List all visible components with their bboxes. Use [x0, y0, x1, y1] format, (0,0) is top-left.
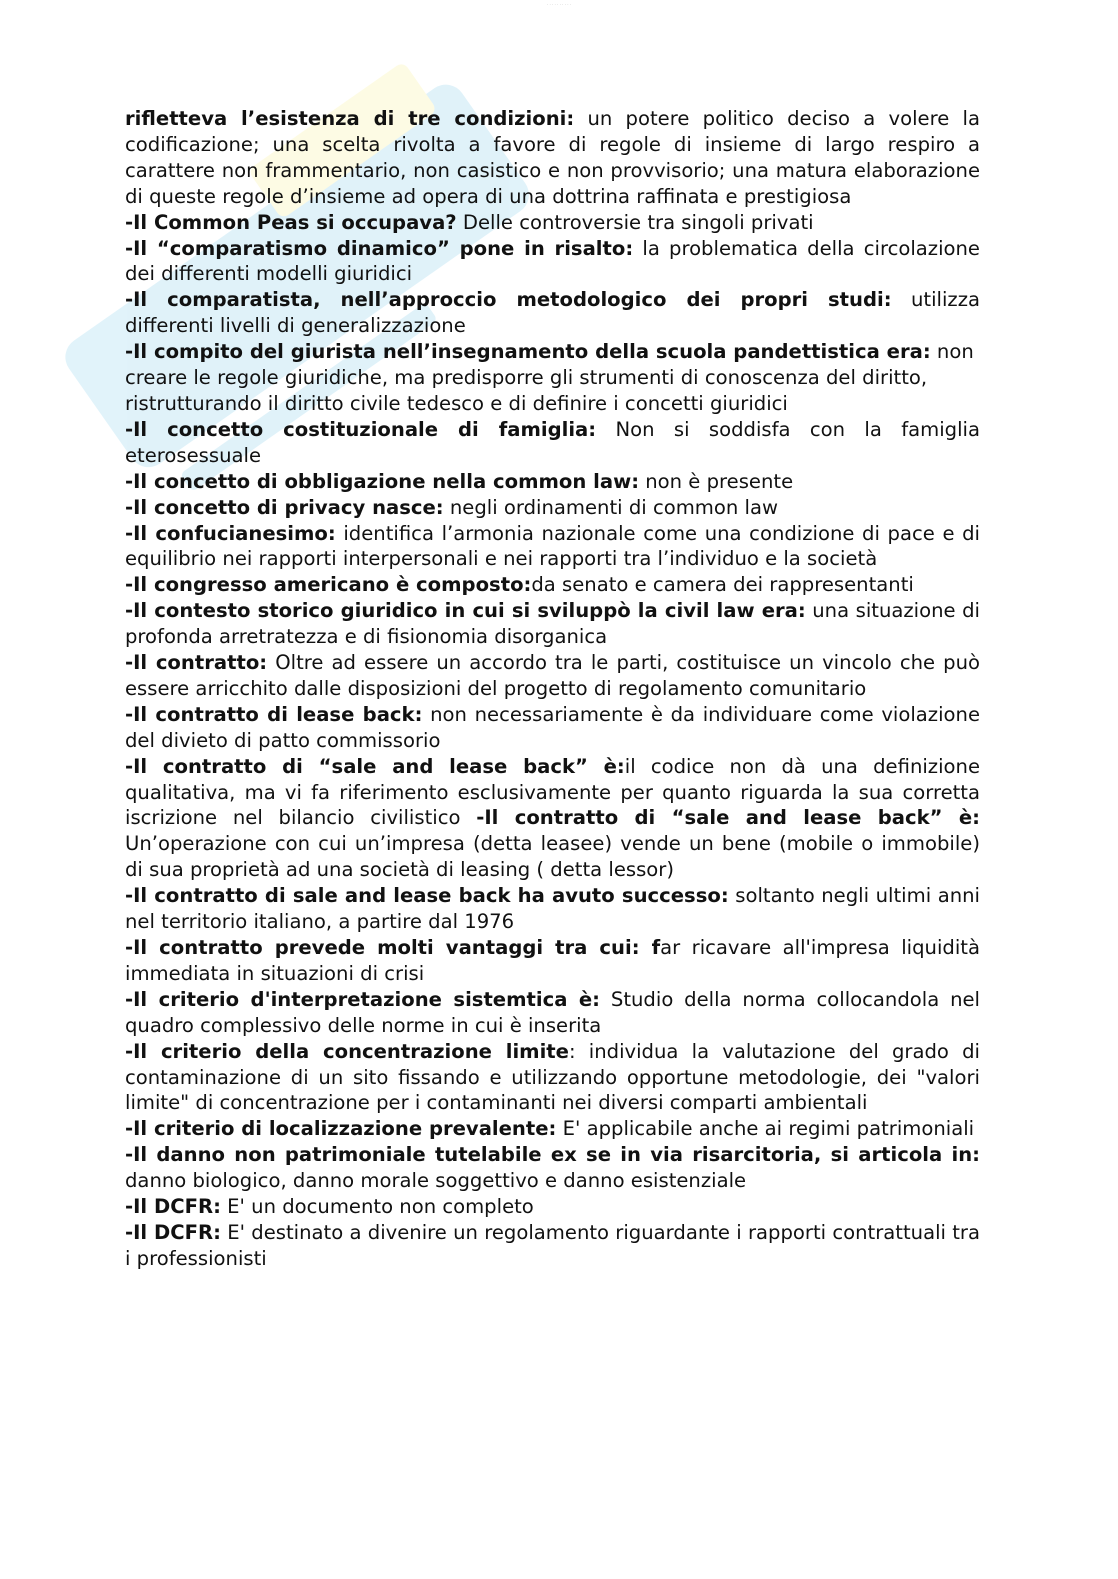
qa-entry: [125, 572, 980, 598]
qa-entry: [125, 417, 980, 469]
qa-entry: [125, 106, 980, 210]
question: -Il “comparatismo dinamico” pone in risalto:: [125, 236, 634, 260]
answer: E' destinato a divenire un regolamento riguardante i rapporti contrattuali tra i professionisti: [125, 1220, 980, 1270]
question: -Il concetto di obbligazione nella common law:: [125, 469, 640, 493]
qa-entry: [125, 1039, 980, 1117]
question: -Il criterio di localizzazione prevalente:: [125, 1117, 557, 1141]
question: -Il comparatista, nell’approccio metodologico dei propri studi:: [125, 288, 892, 312]
qa-entry: [125, 495, 980, 521]
answer: Delle controversie tra singoli privati: [456, 210, 814, 234]
qa-entry: [125, 754, 980, 884]
question: -Il contratto di sale and lease back ha avuto successo:: [125, 884, 729, 908]
question: -Il confucianesimo:: [125, 521, 336, 545]
answer: soltanto negli ultimi anni nel territorio italiano, a partire dal 1976: [125, 884, 980, 934]
question: -Il concetto costituzionale di famiglia:: [125, 417, 597, 441]
question: -Il contratto di lease back:: [125, 702, 423, 726]
answer: non necessariamente è da individuare come violazione del divieto di patto commissorio: [125, 702, 981, 752]
question: -Il criterio della concentrazione limite: [125, 1039, 569, 1063]
question: -Il danno non patrimoniale tutelabile ex se in via risarcitoria, si articola in:: [125, 1143, 980, 1167]
question: -Il compito del giurista nell’insegnamento della scuola pandettistica era:: [125, 340, 931, 364]
question: -Il contesto storico giuridico in cui si sviluppò la civil law era:: [125, 599, 806, 623]
qa-entry: [125, 1142, 980, 1194]
question: -Il concetto di privacy nasce:: [125, 495, 444, 519]
question: -Il criterio d'interpretazione sistemtica è:: [125, 987, 601, 1011]
answer: Un’operazione con cui un’impresa (detta leasee) vende un bene (mobile o immobile) di sua proprietà ad una società di leasing ( detta lessor): [125, 832, 980, 882]
qa-entry: [125, 1116, 980, 1142]
qa-entry: [125, 987, 980, 1039]
qa-entry: [125, 1220, 980, 1272]
qa-entry: [125, 650, 980, 702]
answer: non creare le regole giuridiche, ma predisporre gli strumenti di conoscenza del diritto, ristrutturando il diritto civile tedesco e di definire i concetti giuridici: [125, 340, 974, 415]
answer: Studio della norma collocandola nel quadro complessivo delle norme in cui è inserita: [125, 987, 980, 1037]
qa-entry: [125, 521, 980, 573]
question: -Il contratto:: [125, 651, 268, 675]
answer: una situazione di profonda arretratezza e di fisionomia disorganica: [125, 599, 980, 649]
answer: E' applicabile anche ai regimi patrimoniali: [556, 1117, 975, 1141]
answer: un potere politico deciso a volere la codificazione; una scelta rivolta a favore di regole di insieme di largo respiro a carattere non frammentario, non casistico e non provvisorio; una matura elaborazione di queste regole d’insieme ad opera di una dottrina raffinata e prestigiosa: [125, 107, 980, 208]
qa-entry: [125, 339, 980, 417]
qa-entry: [125, 236, 980, 288]
answer: la problematica della circolazione dei differenti modelli giuridici: [125, 236, 980, 286]
qa-entry: [125, 702, 980, 754]
answer: danno biologico, danno morale soggettivo e danno esistenziale: [125, 1169, 747, 1193]
qa-entry: [125, 598, 980, 650]
answer: E' un documento non completo: [220, 1195, 534, 1219]
answer: Non si soddisfa con la famiglia eterosessuale: [125, 417, 980, 467]
answer: il codice non dà una definizione qualitativa, ma vi fa riferimento esclusivamente per quanto riguarda la sua corretta iscrizione nel bilancio civilistico: [125, 754, 980, 830]
answer: da senato e camera dei rappresentanti: [531, 573, 914, 597]
question: -Il DCFR:: [125, 1195, 221, 1219]
answer: Oltre ad essere un accordo tra le parti, costituisce un vincolo che può essere arricchito dalle disposizioni del progetto di regolamento comunitario: [125, 651, 980, 700]
question: -Il contratto di “sale and lease back” è:: [476, 806, 980, 830]
question: -Il contratto prevede molti vantaggi tra cui: f: [125, 936, 661, 959]
answer: negli ordinamenti di common law: [443, 495, 778, 519]
qa-entry: [125, 1194, 980, 1220]
question: -Il contratto di “sale and lease back” è:: [125, 754, 625, 778]
answer: ar ricavare all'impresa liquidità immediata in situazioni di crisi: [125, 936, 980, 985]
answer: : individua la valutazione del grado di contaminazione di un sito fissando e utilizzando opportune metodologie, dei "valori limite" di concentrazione per i contaminanti nei diversi comparti ambientali: [125, 1039, 980, 1115]
qa-entry: [125, 883, 980, 935]
question: -Il DCFR:: [125, 1220, 221, 1244]
answer: non è presente: [639, 469, 794, 493]
answer: utilizza differenti livelli di generalizzazione: [125, 288, 980, 338]
qa-entry: [125, 469, 980, 495]
qa-entry: [125, 287, 980, 339]
question: -Il congresso americano è composto:: [125, 573, 532, 597]
question: -Il Common Peas si occupava?: [125, 210, 457, 234]
answer: identifica l’armonia nazionale come una condizione di pace e di equilibrio nei rapporti interpersonali e nei rapporti tra l’individuo e la società: [125, 521, 980, 571]
page-header-mark: · · · · · · · · · ·: [546, 2, 572, 7]
qa-entry: [125, 210, 980, 236]
document-body: [125, 106, 980, 1272]
question: rifletteva l’esistenza di tre condizioni:: [125, 107, 575, 130]
qa-entry: [125, 935, 980, 987]
